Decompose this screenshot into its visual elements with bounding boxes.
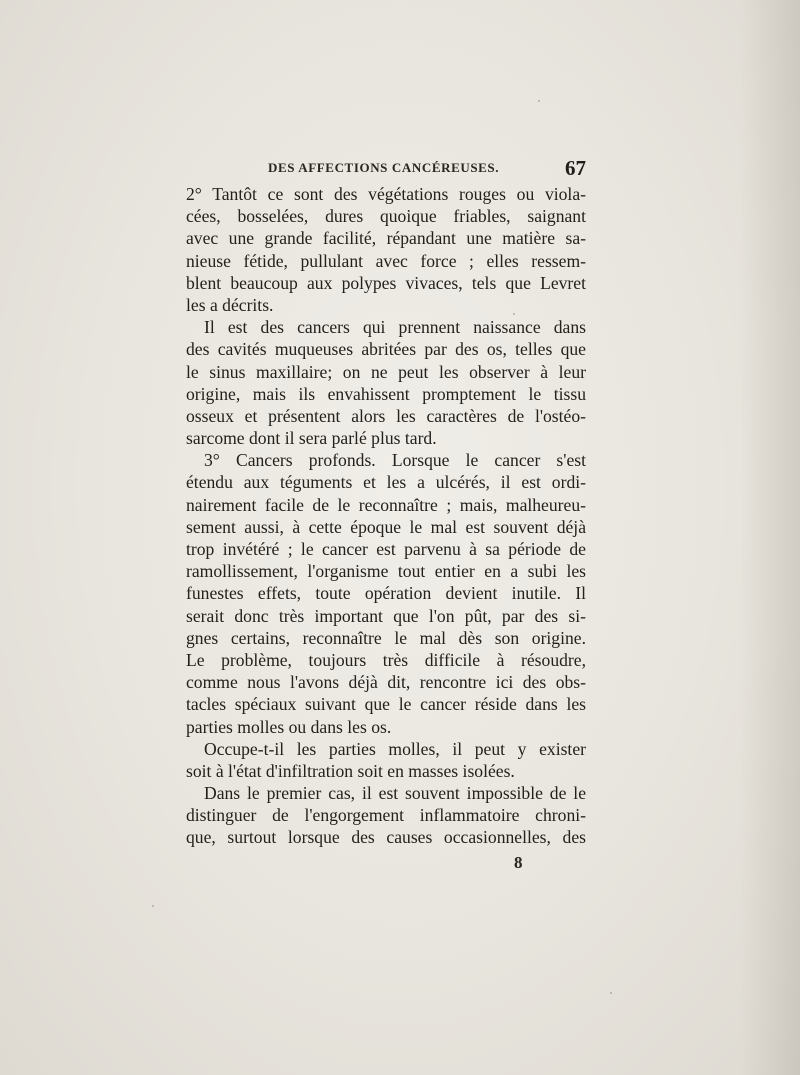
- text-line: gnes certains, reconnaître le mal dès son origine.: [186, 627, 586, 648]
- page-number: 67: [565, 156, 586, 180]
- text-line: serait donc très important que l'on pût, par des si-: [186, 605, 586, 626]
- text-line: que, surtout lorsque des causes occasionnelles, des: [186, 827, 586, 848]
- text-line: Occupe-t-il les parties molles, il peut y exister: [204, 738, 586, 759]
- paper-speck: [152, 905, 154, 907]
- running-title: DES AFFECTIONS CANCÉREUSES.: [268, 160, 500, 175]
- text-line: sarcome dont il sera parlé plus tard.: [186, 428, 437, 449]
- text-line: funestes effets, toute opération devient inutile. Il: [186, 583, 586, 604]
- text-line: parties molles ou dans les os.: [186, 716, 392, 737]
- text-line: les a décrits.: [186, 294, 274, 315]
- text-line: osseux et présentent alors les caractères de l'ostéo-: [186, 405, 586, 426]
- paper-speck: [538, 100, 540, 102]
- text-line: blent beaucoup aux polypes vivaces, tels que Levret: [186, 272, 586, 293]
- paper-speck: [610, 992, 612, 994]
- page-edge-shadow: [740, 0, 800, 1075]
- text-line: Dans le premier cas, il est souvent impossible de le: [204, 783, 586, 804]
- text-line: avec une grande facilité, répandant une matière sa-: [186, 228, 586, 249]
- text-line: 3° Cancers profonds. Lorsque le cancer s'est: [204, 450, 586, 471]
- text-line: trop invétéré ; le cancer est parvenu à sa période de: [186, 539, 586, 559]
- text-line: Le problème, toujours très difficile à résoudre,: [186, 649, 586, 670]
- text-line: origine, mais ils envahissent promptement le tissu: [186, 383, 586, 404]
- body-text: [186, 183, 586, 849]
- text-line: Il est des cancers qui prennent naissance dans: [204, 317, 586, 338]
- text-line: nieuse fétide, pullulant avec force ; elles ressem-: [186, 250, 586, 271]
- text-line: cées, bosselées, dures quoique friables, saignant: [186, 206, 586, 227]
- text-line: le sinus maxillaire; on ne peut les observer à leur: [186, 361, 586, 382]
- text-line: soit à l'état d'infiltration soit en masses isolées.: [186, 760, 515, 781]
- text-line: comme nous l'avons déjà dit, rencontre ici des obs-: [186, 672, 586, 693]
- text-line: 2° Tantôt ce sont des végétations rouges ou viola-: [186, 184, 586, 204]
- text-line: tacles spéciaux suivant que le cancer réside dans les: [186, 694, 586, 715]
- text-line: nairement facile de le reconnaître ; mais, malheureu-: [186, 494, 586, 515]
- text-line: distinguer de l'engorgement inflammatoire chroni-: [186, 805, 586, 826]
- running-head: [186, 156, 586, 180]
- text-line: des cavités muqueuses abritées par des os, telles que: [186, 339, 586, 360]
- paper-speck: [513, 313, 515, 315]
- signature-mark: 8: [514, 853, 523, 872]
- text-line: sement aussi, à cette époque le mal est souvent déjà: [186, 516, 586, 537]
- text-line: étendu aux téguments et les a ulcérés, il est ordi-: [186, 472, 586, 493]
- text-line: ramollissement, l'organisme tout entier en a subi les: [186, 561, 586, 582]
